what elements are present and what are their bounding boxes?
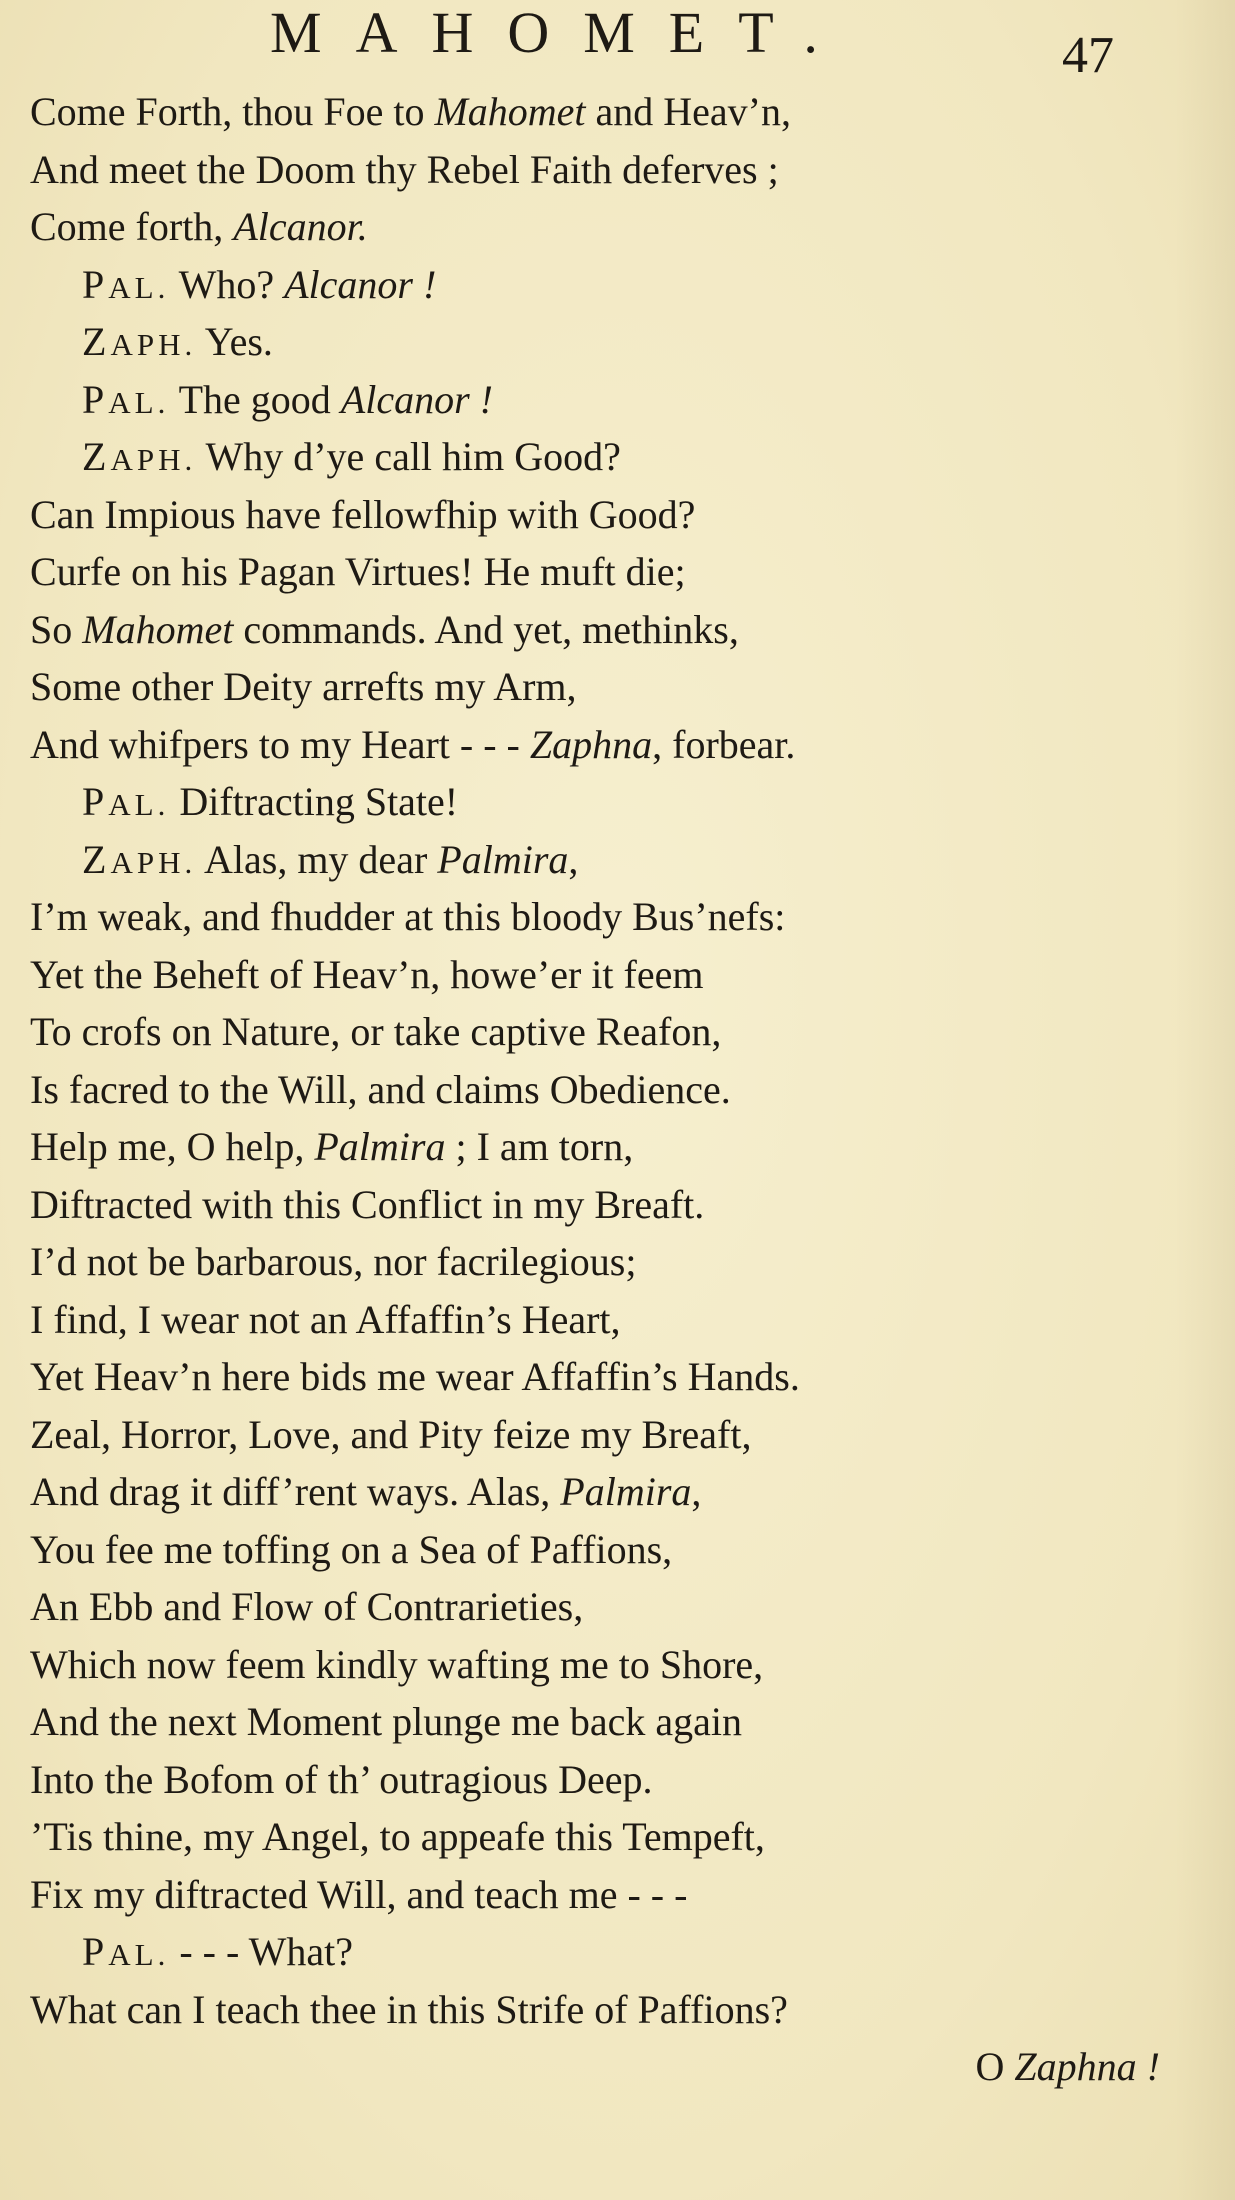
line-text: Can Impious have fellowfhip with Good? xyxy=(30,491,696,537)
line-text: To crofs on Nature, or take captive Reafon, xyxy=(30,1009,722,1054)
verse-line xyxy=(30,1808,1210,1866)
line-text: Why d’ye call him Good? xyxy=(205,434,621,479)
line-text: Yet the Beheft of Heav’n, howe’er it feem xyxy=(30,951,704,997)
line-text: ’Tis thine, my Angel, to appeafe this Tempeft, xyxy=(30,1814,765,1859)
verse-line xyxy=(30,716,1210,774)
line-text: , xyxy=(568,836,579,882)
italic-name: Alcanor ! xyxy=(284,261,437,307)
line-text: Yes. xyxy=(204,319,273,364)
line-text: Alas, my dear xyxy=(204,836,438,882)
verse-line xyxy=(30,1406,1210,1464)
play-text-block xyxy=(30,83,1210,2096)
line-text: And drag it diff’rent ways. Alas, xyxy=(30,1469,561,1514)
speaker-name: ZAPH. xyxy=(82,836,197,882)
line-text: And meet the Doom thy Rebel Faith deferves ; xyxy=(30,146,779,192)
verse-line xyxy=(30,1348,1210,1406)
italic-name: Palmira xyxy=(560,1469,692,1514)
line-text: Curfe on his Pagan Virtues! He muft die; xyxy=(30,549,686,594)
verse-line xyxy=(30,1463,1210,1521)
speech-line xyxy=(30,831,1210,889)
speech-line xyxy=(30,1923,1210,1981)
verse-line xyxy=(30,83,1210,141)
line-text: O xyxy=(975,2044,1015,2089)
verse-line xyxy=(30,888,1210,946)
speech-line xyxy=(30,428,1210,486)
line-text: You fee me toffing on a Sea of Paffions, xyxy=(30,1526,673,1572)
speaker-name: PAL. xyxy=(82,779,170,824)
line-text: I find, I wear not an Affaffin’s Heart, xyxy=(30,1296,621,1342)
italic-name: Zaphna xyxy=(529,721,653,767)
verse-line xyxy=(30,2038,1210,2096)
italic-name: Alcanor ! xyxy=(340,376,493,422)
italic-name: Palmira xyxy=(314,1124,446,1169)
italic-name: Alcanor. xyxy=(233,204,368,249)
verse-line xyxy=(30,1521,1210,1579)
line-text: - - - What? xyxy=(179,1929,353,1974)
line-text: Come Forth, thou Foe to xyxy=(30,89,435,134)
verse-line xyxy=(30,1981,1210,2039)
line-text: Who? xyxy=(178,261,285,307)
italic-name: Palmira xyxy=(437,836,569,882)
verse-line xyxy=(30,1061,1210,1119)
line-text: Zeal, Horror, Love, and Pity feize my Breaft, xyxy=(30,1411,752,1457)
line-text: Yet Heav’n here bids me wear Affaffin’s Hands. xyxy=(30,1354,800,1399)
line-text: Come forth, xyxy=(30,204,234,249)
italic-name: Mahomet xyxy=(82,606,234,652)
line-text: , xyxy=(691,1469,702,1514)
italic-name: Zaphna ! xyxy=(1014,2044,1160,2089)
line-text: Diftracting State! xyxy=(179,779,459,824)
line-text: And the next Moment plunge me back again xyxy=(30,1699,743,1744)
verse-line xyxy=(30,601,1210,659)
verse-line xyxy=(30,1233,1210,1291)
line-text: and Heav’n, xyxy=(585,89,791,134)
line-text: And whifpers to my Heart - - - xyxy=(30,721,530,767)
line-text: commands. And yet, methinks, xyxy=(233,606,739,652)
line-text: ; I am torn, xyxy=(445,1124,634,1169)
speaker-name: ZAPH. xyxy=(82,434,197,479)
verse-line xyxy=(30,543,1210,601)
page-number: 47 xyxy=(1062,27,1114,84)
line-text: Which now feem kindly wafting me to Shore, xyxy=(30,1641,764,1687)
speaker-name: ZAPH. xyxy=(82,319,197,364)
verse-line xyxy=(30,1751,1210,1809)
verse-line xyxy=(30,658,1210,716)
line-text: So xyxy=(30,606,83,652)
speech-line xyxy=(30,256,1210,314)
line-text: Some other Deity arrefts my Arm, xyxy=(30,664,577,709)
verse-line xyxy=(30,1291,1210,1349)
line-text: I’m weak, and fhudder at this bloody Bus’nefs: xyxy=(30,894,786,939)
speech-line xyxy=(30,773,1210,831)
running-header-title: MAHOMET. xyxy=(270,0,852,65)
speaker-name: PAL. xyxy=(82,1929,170,1974)
verse-line xyxy=(30,1866,1210,1924)
verse-line xyxy=(30,198,1210,256)
verse-line xyxy=(30,486,1210,544)
verse-line xyxy=(30,1693,1210,1751)
verse-line xyxy=(30,946,1210,1004)
verse-line xyxy=(30,1003,1210,1061)
line-text: Fix my diftracted Will, and teach me - - - xyxy=(30,1871,688,1917)
line-text: Help me, O help, xyxy=(30,1124,315,1169)
line-text: Into the Bofom of th’ outragious Deep. xyxy=(30,1756,653,1802)
verse-line xyxy=(30,1636,1210,1694)
line-text: What can I teach thee in this Strife of Paffions? xyxy=(30,1986,788,2032)
line-text: Diftracted with this Conflict in my Breaft. xyxy=(30,1181,705,1227)
line-text: The good xyxy=(178,376,341,422)
verse-line xyxy=(30,141,1210,199)
speaker-name: PAL. xyxy=(82,261,170,307)
speech-line xyxy=(30,313,1210,371)
verse-line xyxy=(30,1176,1210,1234)
line-text: An Ebb and Flow of Contrarieties, xyxy=(30,1584,584,1629)
line-text: , forbear. xyxy=(652,721,796,767)
italic-name: Mahomet xyxy=(434,89,586,134)
speaker-name: PAL. xyxy=(82,376,170,422)
verse-line xyxy=(30,1118,1210,1176)
speech-line xyxy=(30,371,1210,429)
verse-line xyxy=(30,1578,1210,1636)
line-text: I’d not be barbarous, nor facrilegious; xyxy=(30,1239,637,1284)
line-text: Is facred to the Will, and claims Obedience. xyxy=(30,1066,731,1112)
